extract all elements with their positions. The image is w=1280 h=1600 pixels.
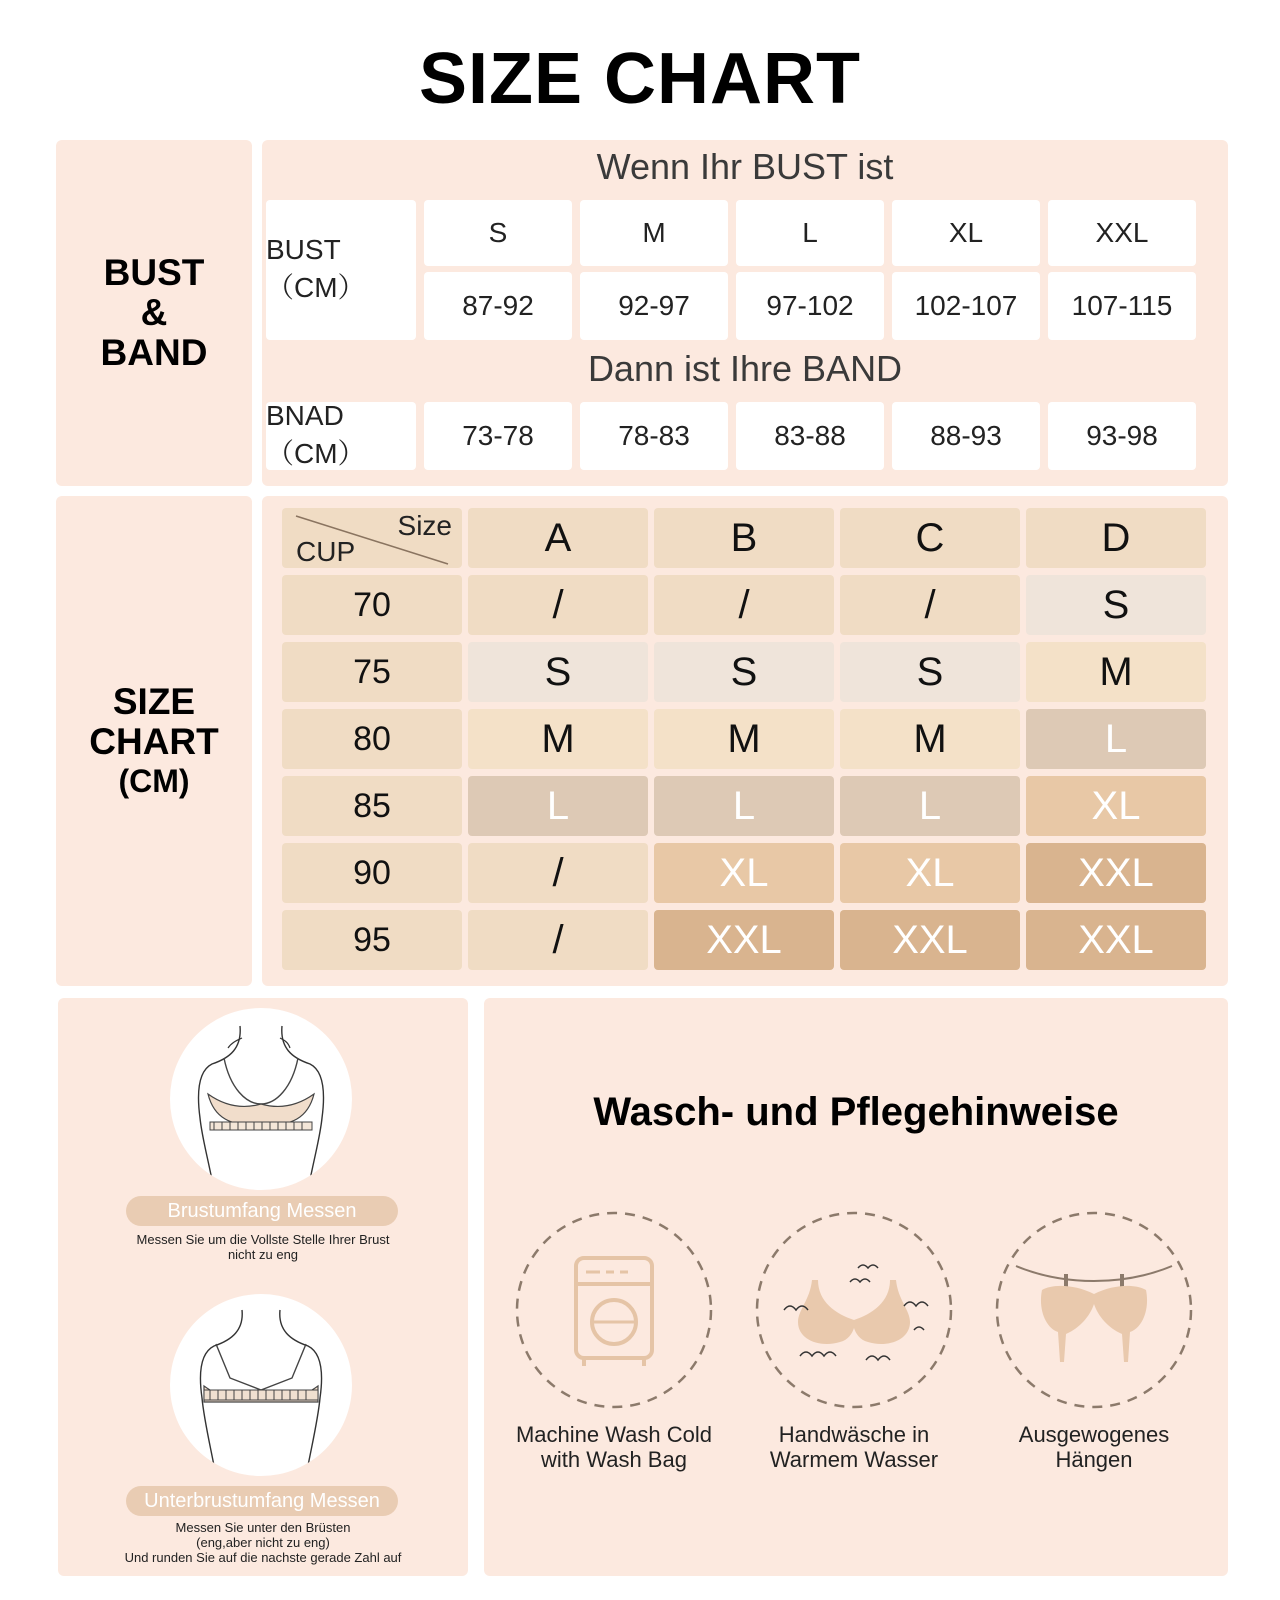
underbust-measure-label: Unterbrustumfang Messen	[126, 1486, 398, 1516]
side-label-unit: (CM)	[118, 763, 190, 799]
band-size-cell: 80	[282, 709, 462, 769]
corner-cup-label: CUP	[296, 536, 356, 567]
bust-measure-note: Messen Sie um die Vollste Stelle Ihrer Brust nicht zu eng	[136, 1232, 390, 1262]
band-size-cell: 95	[282, 910, 462, 970]
cup-size-cell: /	[654, 575, 834, 635]
grid-corner-cell	[282, 508, 462, 568]
cup-size-cell: XXL	[654, 910, 834, 970]
size-header-cell: S	[424, 200, 572, 266]
cup-size-cell: S	[840, 642, 1020, 702]
care-label-hand-wash: Handwäsche in Warmem Wasser	[769, 1422, 939, 1472]
cup-size-cell: /	[468, 575, 648, 635]
side-label-line: BUST	[103, 252, 205, 293]
cup-size-cell: M	[654, 709, 834, 769]
cup-size-cell: L	[654, 776, 834, 836]
band-size-cell: 75	[282, 642, 462, 702]
care-instructions-panel	[484, 998, 1228, 1576]
cup-size-cell: /	[468, 843, 648, 903]
side-label-line: SIZE	[112, 681, 196, 722]
cup-header-cell: D	[1026, 508, 1206, 568]
cup-size-cell: S	[1026, 575, 1206, 635]
hang-dry-icon	[994, 1210, 1194, 1410]
band-size-cell: 85	[282, 776, 462, 836]
size-header-cell: L	[736, 200, 884, 266]
side-label-line: &	[140, 292, 168, 333]
measuring-panel	[58, 998, 468, 1576]
care-label-hang: Ausgewogenes Hängen	[1018, 1422, 1170, 1472]
side-label-line: BAND	[100, 332, 208, 373]
underbust-measure-note: Messen Sie unter den Brüsten (eng,aber nicht zu eng) Und runden Sie auf die nachste gerade Zahl auf	[124, 1520, 402, 1565]
band-size-cell: 70	[282, 575, 462, 635]
cup-size-cell: XXL	[840, 910, 1020, 970]
bust-row-label: BUST（CM）	[266, 200, 416, 340]
cup-size-cell: S	[654, 642, 834, 702]
side-label-line: CHART	[89, 721, 219, 762]
cup-header-cell: C	[840, 508, 1020, 568]
cup-size-cell: L	[1026, 709, 1206, 769]
bust-value-cell: 102-107	[892, 272, 1040, 340]
cup-size-cell: L	[468, 776, 648, 836]
cup-size-cell: XL	[1026, 776, 1206, 836]
size-header-cell: M	[580, 200, 728, 266]
bust-band-side-panel	[56, 140, 252, 486]
page-title: SIZE CHART	[419, 39, 861, 119]
band-value-cell: 83-88	[736, 402, 884, 470]
care-label-wash: Machine Wash Cold with Wash Bag	[515, 1422, 713, 1472]
cup-size-cell: /	[468, 910, 648, 970]
hand-wash-icon	[754, 1210, 954, 1410]
cup-size-cell: L	[840, 776, 1020, 836]
bust-value-cell: 87-92	[424, 272, 572, 340]
cup-size-cell: M	[1026, 642, 1206, 702]
cup-size-cell: M	[840, 709, 1020, 769]
bust-band-table	[262, 140, 1228, 486]
bust-value-cell: 107-115	[1048, 272, 1196, 340]
band-value-cell: 78-83	[580, 402, 728, 470]
band-value-cell: 88-93	[892, 402, 1040, 470]
cup-size-cell: /	[840, 575, 1020, 635]
cup-size-cell: XL	[840, 843, 1020, 903]
cup-header-cell: B	[654, 508, 834, 568]
band-row-label: BNAD（CM）	[266, 402, 416, 470]
cup-size-cell: XXL	[1026, 910, 1206, 970]
underbust-measure-illustration	[170, 1294, 352, 1476]
bust-value-cell: 92-97	[580, 272, 728, 340]
cup-size-cell: M	[468, 709, 648, 769]
size-chart-side-panel	[56, 496, 252, 986]
band-header: Dann ist Ihre BAND	[587, 348, 903, 389]
washing-machine-icon	[514, 1210, 714, 1410]
cup-header-cell: A	[468, 508, 648, 568]
cup-size-cell: XL	[654, 843, 834, 903]
cup-size-grid	[262, 496, 1228, 986]
cup-size-cell: S	[468, 642, 648, 702]
cup-size-cell: XXL	[1026, 843, 1206, 903]
corner-size-label: Size	[397, 510, 452, 541]
band-size-cell: 90	[282, 843, 462, 903]
bust-value-cell: 97-102	[736, 272, 884, 340]
band-value-cell: 93-98	[1048, 402, 1196, 470]
bust-measure-label: Brustumfang Messen	[126, 1196, 398, 1226]
size-header-cell: XL	[892, 200, 1040, 266]
band-value-cell: 73-78	[424, 402, 572, 470]
bust-header: Wenn Ihr BUST ist	[596, 146, 894, 187]
care-title: Wasch- und Pflegehinweise	[593, 1090, 1119, 1134]
size-header-cell: XXL	[1048, 200, 1196, 266]
bust-measure-illustration	[170, 1008, 352, 1190]
